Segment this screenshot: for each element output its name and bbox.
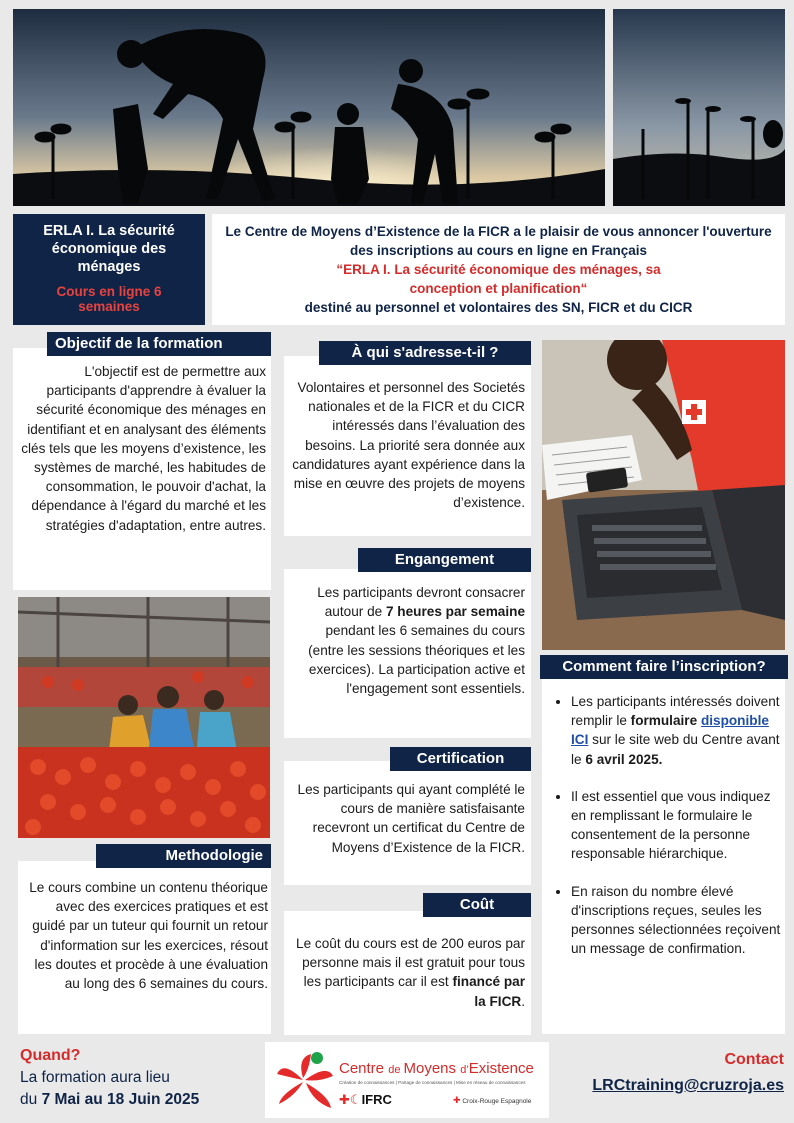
inscription-list bbox=[545, 692, 781, 976]
quand-label: Quand? bbox=[20, 1047, 81, 1064]
inscription-item-consent: • Il est essentiel que vous indiquez en remplissant le formulaire le consentement de la personne responsable hiérarchique. bbox=[571, 787, 781, 864]
quand-dates-line bbox=[20, 1089, 260, 1111]
cme-logo-icon bbox=[273, 1050, 337, 1112]
market-photo-tomatoes bbox=[18, 597, 270, 838]
cme-logo-tagline: Création de connaissances | Partage de connaissances | Mise en réseau de connaissances bbox=[339, 1080, 526, 1085]
ifrc-crescent-icon: ☾ bbox=[349, 1092, 362, 1107]
course-subtitle: Cours en ligne 6 semaines bbox=[56, 284, 162, 314]
ifrc-cross-icon: ✚ bbox=[339, 1092, 350, 1107]
header-photo-farmers-sunset bbox=[13, 9, 605, 206]
objectif-text: L'objectif est de permettre aux participants d'apprendre à évaluer la sécurité économique des ménages en identifiant et en analysant des éléments clés tels que les moyens d’existence, les systèmes de marché, les habitudes de consommation, le pouvoir d'achat, la dépendance à l'égard du marché et les stratégies d'adaptation, entre autres. bbox=[21, 364, 266, 533]
engagement-hours: 7 heures par semaine bbox=[385, 604, 525, 620]
logo-box bbox=[265, 1042, 549, 1118]
cruz-roja-text: Croix-Rouge Espagnole bbox=[462, 1098, 532, 1105]
logo-word-moyens: Moyens bbox=[403, 1060, 461, 1077]
quand-dates: 7 Mai au 18 Juin 2025 bbox=[41, 1091, 200, 1108]
cme-logo-name bbox=[339, 1060, 534, 1079]
inscription-item-selection: • En raison du nombre élevé d'inscriptions reçues, seules les personnes sélectionnées reçoivent un message de confirmation. bbox=[571, 882, 781, 959]
participant-laptop-photo bbox=[542, 340, 785, 650]
cruz-roja-logo bbox=[453, 1096, 531, 1106]
audience-text: Volontaires et personnel des Societés nationales et de la FICR et du CICR intéressés dans l’évaluation des besoins. La priorité sera donnée aux candidatures ayant expérience dans la mise en œuvre des projets de moyens d’existence. bbox=[292, 380, 525, 511]
registration-link[interactable]: disponible ICI bbox=[571, 713, 769, 748]
certification-text: Les participants qui ayant complété le cours de manière satisfaisante recevront un certificat du Centre de Moyens d’Existence de la FICR. bbox=[297, 782, 525, 855]
inscription-deadline: 6 avril 2025. bbox=[585, 751, 663, 767]
logo-word-d: d’ bbox=[460, 1064, 469, 1076]
contact-block bbox=[560, 1049, 784, 1098]
announcement-box bbox=[212, 214, 785, 325]
engagement-header: Engangement bbox=[358, 548, 531, 572]
announcement-intro: Le Centre de Moyens d’Existence de la FICR a le plaisir de vous annoncer l'ouverture des inscriptions au cours en ligne en Français bbox=[225, 224, 772, 258]
methodologie-header: Methodologie bbox=[96, 844, 271, 868]
quand-line1: La formation aura lieu bbox=[20, 1069, 170, 1086]
contact-label: Contact bbox=[724, 1051, 784, 1068]
inscription-item1-part1: Les participants intéressés doivent remplir le bbox=[571, 694, 780, 729]
inscription-item1-part2: sur le site web du Centre avant le bbox=[571, 732, 780, 767]
objectif-header: Objectif de la formation bbox=[47, 332, 271, 356]
contact-email-link[interactable]: LRCtraining@cruzroja.es bbox=[592, 1077, 784, 1094]
announcement-audience: destiné au personnel et volontaires des SN, FICR et du CICR bbox=[304, 300, 693, 315]
inscription-formulaire: formulaire bbox=[630, 713, 698, 729]
inscription-header: Comment faire l’inscription? bbox=[540, 655, 788, 679]
cout-text bbox=[290, 934, 525, 1011]
ifrc-text: IFRC bbox=[361, 1092, 392, 1107]
cout-funded: financé par la FICR bbox=[452, 974, 525, 1009]
quand-block bbox=[20, 1045, 260, 1111]
cout-header: Coût bbox=[423, 893, 531, 917]
engagement-text bbox=[290, 583, 525, 698]
engagement-text-part2: pendant les 6 semaines du cours (entre les sessions théoriques et les exercices). La participation active et l'engagement sont essentiels. bbox=[308, 623, 525, 697]
logo-word-centre: Centre bbox=[339, 1060, 389, 1077]
cout-text-part2: . bbox=[521, 993, 525, 1009]
logo-word-de: de bbox=[388, 1064, 404, 1076]
course-title-box bbox=[13, 214, 205, 325]
certification-header: Certification bbox=[390, 747, 531, 771]
quand-prefix: du bbox=[20, 1091, 42, 1108]
announcement-course-name: “ERLA I. La sécurité économique des ménages, sa conception et planification“ bbox=[336, 262, 661, 296]
cruz-roja-cross-icon: ✚ bbox=[453, 1095, 461, 1105]
logo-word-existence: Existence bbox=[468, 1060, 534, 1077]
inscription-item-form bbox=[571, 692, 781, 769]
course-title: ERLA I. La sécurité économique des ménages bbox=[43, 223, 175, 275]
engagement-text-part1: Les participants devront consacrer autour de bbox=[317, 585, 525, 620]
methodologie-text: Le cours combine un contenu théorique avec des exercices pratiques et est guidé par un tuteur qui fournit un retour d'information sur les exercices, résout les doutes et procède à une évaluation au long des 6 semaines du cours. bbox=[29, 880, 268, 992]
ifrc-logo bbox=[339, 1092, 392, 1108]
cout-text-part1: Le coût du cours est de 200 euros par personne mais il est gratuit pour tous les participants car il est bbox=[296, 936, 525, 990]
header-photo-field bbox=[613, 9, 785, 206]
audience-header: À qui s'adresse-t-il ? bbox=[319, 341, 531, 365]
